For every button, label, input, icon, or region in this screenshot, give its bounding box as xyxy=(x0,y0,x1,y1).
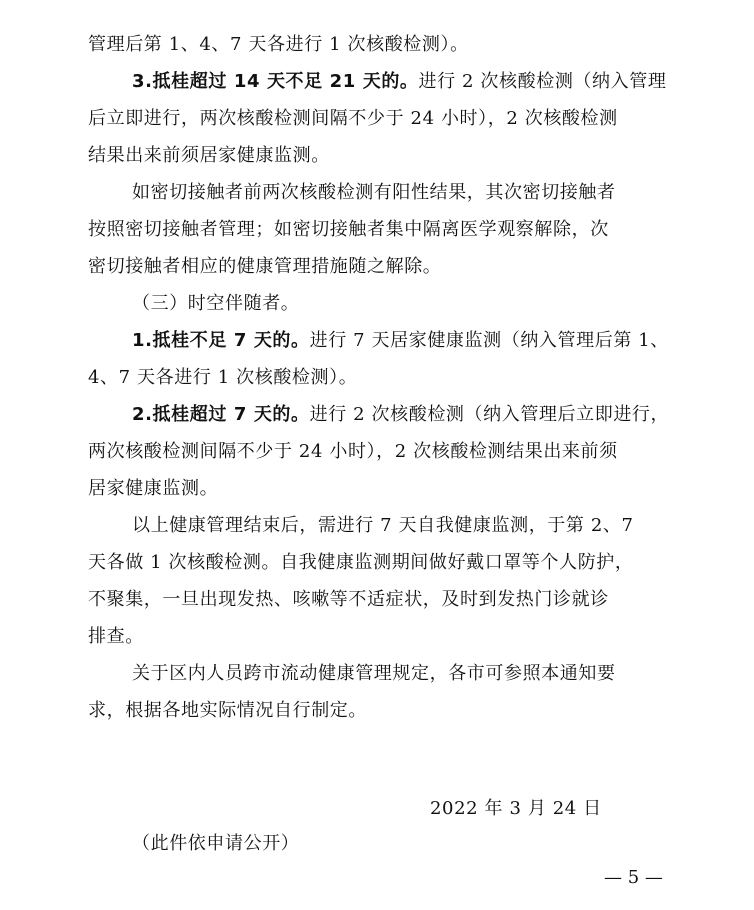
body-line-19: 求，根据各地实际情况自行制定。 xyxy=(88,700,367,721)
item-heading: 3.抵桂超过 14 天不足 21 天的。 xyxy=(132,71,419,92)
body-line-3: 后立即进行，两次核酸检测间隔不少于 24 小时），2 次核酸检测 xyxy=(88,108,618,129)
body-line-14: 以上健康管理结束后，需进行 7 天自我健康监测，于第 2、7 xyxy=(132,515,634,536)
body-line-1: 管理后第 1、4、7 天各进行 1 次核酸检测）。 xyxy=(88,34,469,55)
document-date: 2022 年 3 月 24 日 xyxy=(430,798,602,819)
body-line-18: 关于区内人员跨市流动健康管理规定，各市可参照本通知要 xyxy=(132,663,616,684)
body-line-15: 天各做 1 次核酸检测。自我健康监测期间做好戴口罩等个人防护， xyxy=(88,552,634,573)
item-heading: 2.抵桂超过 7 天的。 xyxy=(132,404,310,425)
body-line-12: 两次核酸检测间隔不少于 24 小时），2 次核酸检测结果出来前须 xyxy=(88,441,618,462)
body-line-7: 密切接触者相应的健康管理措施随之解除。 xyxy=(88,256,442,277)
body-line-6: 按照密切接触者管理；如密切接触者集中隔离医学观察解除，次 xyxy=(88,219,609,240)
body-line-4: 结果出来前须居家健康监测。 xyxy=(88,145,330,166)
page-number: — 5 — xyxy=(604,867,663,888)
body-line-2: 3.抵桂超过 14 天不足 21 天的。进行 2 次核酸检测（纳入管理 xyxy=(132,71,667,92)
body-line-9: 1.抵桂不足 7 天的。进行 7 天居家健康监测（纳入管理后第 1、 xyxy=(132,330,669,351)
section-heading: （三）时空伴随者。 xyxy=(132,293,300,314)
body-line-10: 4、7 天各进行 1 次核酸检测）。 xyxy=(88,367,358,388)
body-line-13: 居家健康监测。 xyxy=(88,478,219,499)
body-line-17: 排查。 xyxy=(88,626,144,647)
disclosure-note: （此件依申请公开） xyxy=(132,833,300,854)
body-line-5: 如密切接触者前两次核酸检测有阳性结果，其次密切接触者 xyxy=(132,182,616,203)
body-line-16: 不聚集，一旦出现发热、咳嗽等不适症状，及时到发热门诊就诊 xyxy=(88,589,609,610)
item-heading: 1.抵桂不足 7 天的。 xyxy=(132,330,310,351)
body-line-11: 2.抵桂超过 7 天的。进行 2 次核酸检测（纳入管理后立即进行， xyxy=(132,404,670,425)
